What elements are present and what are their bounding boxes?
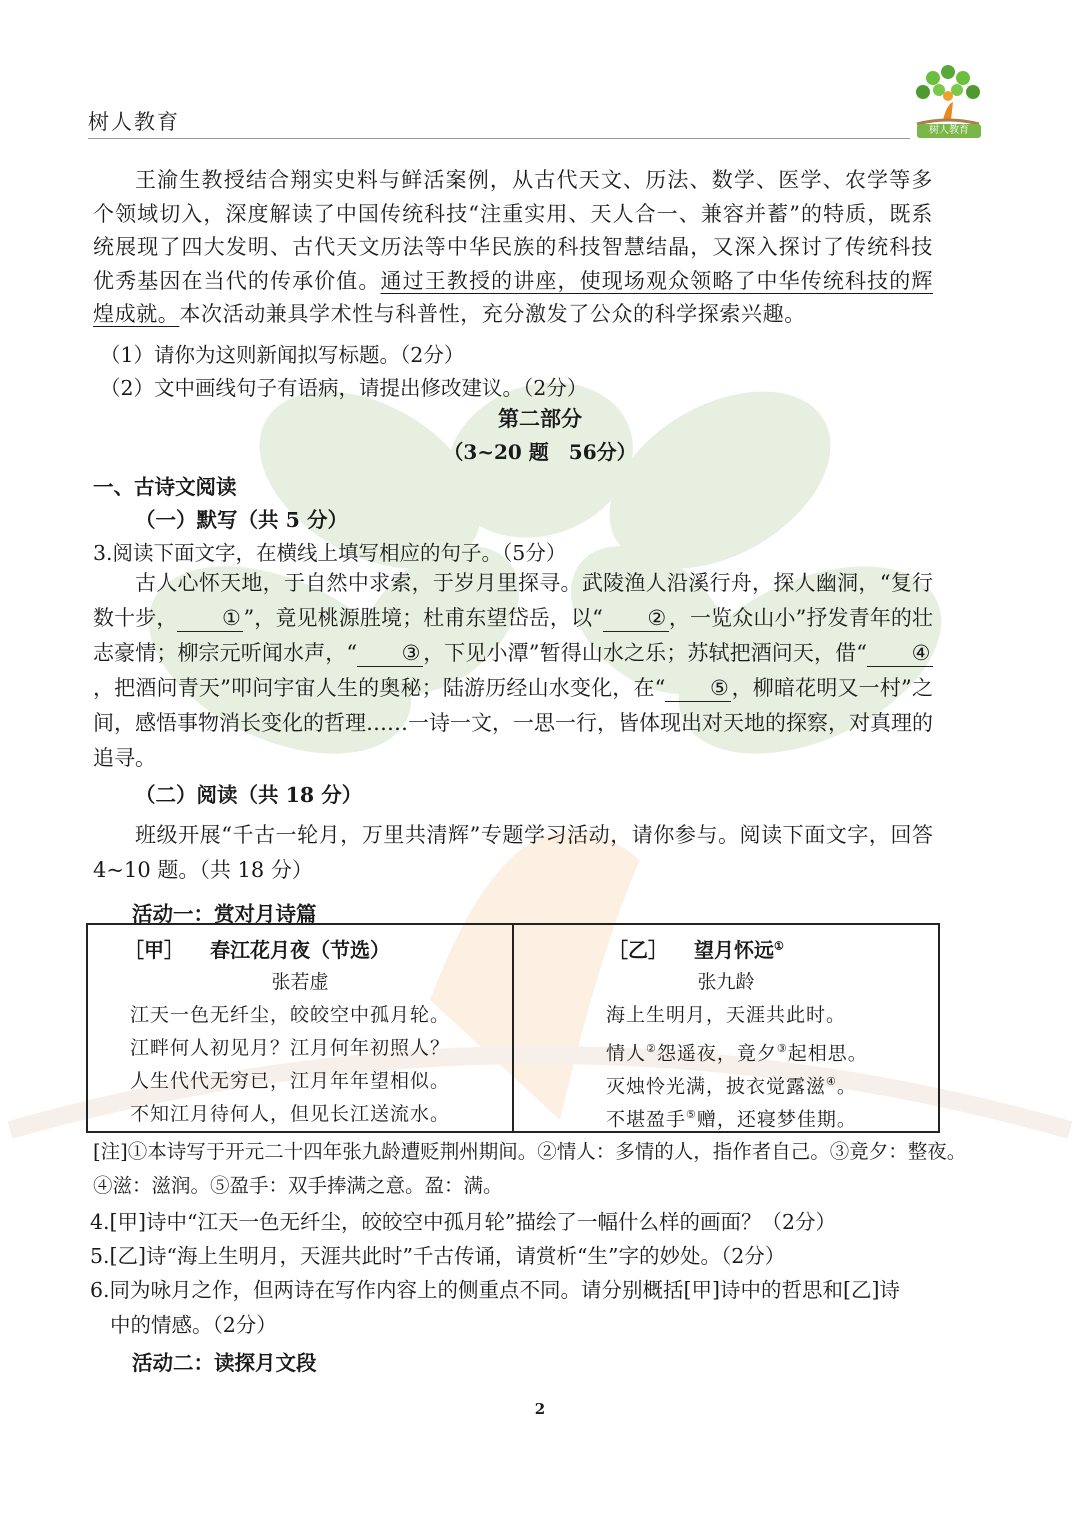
blank-1[interactable]: ① xyxy=(177,605,243,632)
poem-text: 不堪盈手 xyxy=(606,1108,687,1131)
q3-text: ，柳暗花明又一村”之间，感悟事物消长变化的哲理……一诗一文，一思一行，皆体现出对天地的探察，对真理的追寻。 xyxy=(93,676,933,770)
logo xyxy=(903,58,993,142)
poem-text: 情人 xyxy=(606,1042,647,1065)
question-1: （1）请你为这则新闻拟写标题。（2分） xyxy=(100,343,465,367)
poem-b-cell xyxy=(513,924,939,1132)
poems-table xyxy=(86,923,940,1133)
poem-a-line: 人生代代无穷已，江月年年望相似。 xyxy=(130,1070,451,1092)
header-divider xyxy=(88,138,910,139)
notes-line-2: ④滋：滋润。⑤盈手：双手捧满之意。盈：满。 xyxy=(93,1174,503,1197)
poem-a-author: 张若虚 xyxy=(271,971,329,993)
poem-text: 赠，还寝梦佳期。 xyxy=(696,1108,857,1131)
question-6-line-2: 中的情感。（2分） xyxy=(110,1313,277,1337)
question-4: 4.[甲]诗中“江天一色无纤尘，皎皎空中孤月轮”描绘了一幅什么样的画面？（2分） xyxy=(90,1210,837,1234)
section-heading: 一、古诗文阅读 xyxy=(93,475,237,499)
q3-text: ”，竟见桃源胜境；杜甫东望岱岳，以“ xyxy=(243,606,603,630)
poem-b-title-wrap xyxy=(694,934,784,963)
part-title: 第二部分 xyxy=(498,406,582,431)
poem-text: 灭烛怜光满，披衣觉露滋 xyxy=(606,1075,827,1098)
activity-1-title: 活动一：赏对月诗篇 xyxy=(132,902,317,926)
poem-a-cell xyxy=(87,924,513,1132)
poem-a-line: 江畔何人初见月？江月何年初照人？ xyxy=(130,1037,451,1059)
poem-text: 怨遥夜，竟夕 xyxy=(656,1042,777,1065)
news-text-after: 本次活动兼具学术性与科普性，充分激发了公众的科学探索兴趣。 xyxy=(179,302,806,326)
blank-3[interactable]: ③ xyxy=(357,640,423,667)
blank-4[interactable]: ④ xyxy=(867,640,933,667)
poem-b-line xyxy=(606,1032,938,1065)
q3-text: ，一览众山小”抒发青年的壮志豪情；柳宗元听闻水声，“ xyxy=(93,606,933,665)
note-marker: ③ xyxy=(776,1042,788,1055)
question-3: 3.阅读下面文字，在横线上填写相应的句子。（5分） xyxy=(93,541,567,565)
notes-line-1: [注]①本诗写于开元二十四年张九龄遭贬荆州期间。②情人：多情的人，指作者自己。③竟夕：整夜。 xyxy=(93,1140,967,1163)
news-underlined-sentence: 通过王教授的讲座，使现场观众领略了中华传统科技的辉煌成就。 xyxy=(93,268,933,326)
reading-intro: 班级开展“千古一轮月，万里共清辉”专题学习活动，请你参与。阅读下面文字，回答 4~10 题。（共 18 分） xyxy=(93,823,933,882)
poem-b-tag: ［乙］ xyxy=(608,937,668,962)
q3-text: ，把酒问青天”叩问宇宙人生的奥秘；陆游历经山水变化，在“ xyxy=(93,676,666,700)
question-5: 5.[乙]诗“海上生明月，天涯共此时”千古传诵，请赏析“生”字的妙处。（2分） xyxy=(90,1244,786,1268)
poem-a-tag: ［甲］ xyxy=(124,937,184,962)
note-marker: ② xyxy=(646,1042,657,1055)
news-text-before: 王渝生教授结合翔实史料与鲜活案例，从古代天文、历法、数学、医学、农学等多个领域切入，深度解读了中国传统科技“注重实用、天人合一、兼容并蓄”的特质，既系统展现了四大发明、古代天文历法等中华民族的科技智慧结晶，又深入探讨了传统科技优秀基因在当代的传承价值。 xyxy=(93,168,933,293)
poem-text: 起相思。 xyxy=(787,1042,868,1065)
part-subtitle: （3~20 题 56分） xyxy=(443,440,637,464)
q3-text: ，下见小潭”暂得山水之乐；苏轼把酒问天，借“ xyxy=(423,641,867,665)
q3-passage xyxy=(93,566,933,776)
poem-b-title: 望月怀远 xyxy=(694,937,774,962)
subsection-dictation: （一）默写（共 5 分） xyxy=(135,508,349,532)
poem-b-line xyxy=(606,1065,938,1098)
question-2: （2）文中画线句子有语病，请提出修改建议。（2分） xyxy=(100,376,588,400)
q3-text: 古人心怀天地，于自然中求索，于岁月里探寻。武陵渔人沿溪行舟，探人幽洞，“复行数十步， xyxy=(93,571,933,630)
poem-b-line: 海上生明月，天涯共此时。 xyxy=(606,1004,847,1026)
news-paragraph xyxy=(93,164,933,332)
poem-a xyxy=(88,925,512,1131)
poem-text: 。 xyxy=(836,1075,857,1098)
note-marker: ① xyxy=(774,938,784,952)
blank-5[interactable]: ⑤ xyxy=(665,675,731,702)
poem-b-line xyxy=(606,1098,938,1131)
brand-name: 树人教育 xyxy=(88,110,180,134)
poem-a-line: 不知江月待何人，但见长江送流水。 xyxy=(130,1103,451,1125)
blank-2[interactable]: ② xyxy=(603,605,669,632)
page-number: 2 xyxy=(534,1400,546,1418)
note-marker: ④ xyxy=(826,1075,837,1088)
poem-a-title: 春江花月夜（节选） xyxy=(210,937,390,962)
logo-text: 树人教育 xyxy=(917,124,981,138)
subsection-reading: （二）阅读（共 18 分） xyxy=(135,783,363,807)
poem-b xyxy=(514,925,938,1131)
poem-a-line: 江天一色无纤尘，皎皎空中孤月轮。 xyxy=(130,1004,451,1026)
poem-b-author: 张九龄 xyxy=(697,971,755,993)
question-6-line-1: 6.同为咏月之作，但两诗在写作内容上的侧重点不同。请分别概括[甲]诗中的哲思和[乙]诗 xyxy=(90,1278,901,1302)
note-marker: ⑤ xyxy=(686,1108,697,1121)
activity-2-title: 活动二：读探月文段 xyxy=(132,1351,317,1375)
